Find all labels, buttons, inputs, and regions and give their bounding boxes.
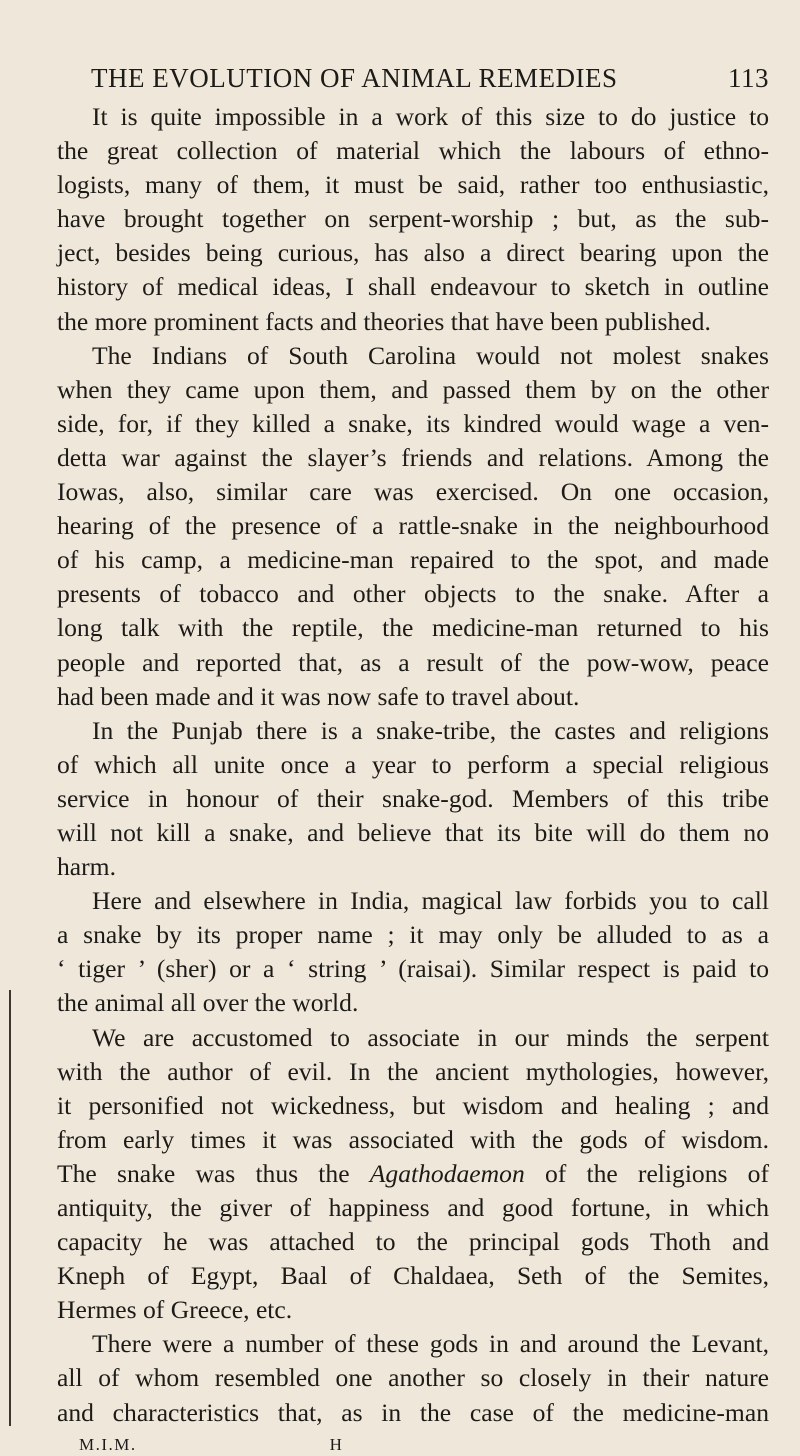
text-line: and characteristics that, as in the case of the medicine-man (57, 1397, 769, 1427)
text-line: people and reported that, as a result of the pow-wow, peace (57, 647, 769, 677)
page-edge-shadow (9, 990, 11, 1426)
text-line: ject, besides being curious, has also a direct bearing upon the (57, 238, 769, 268)
text-line: ‘ tiger ’ (sher) or a ‘ string ’ (raisai). Similar respect is paid to (57, 954, 769, 984)
text-line: Here and elsewhere in India, magical law forbids you to call (92, 886, 769, 916)
running-head (91, 62, 769, 94)
book-page (57, 62, 769, 1456)
text-line: capacity he was attached to the principal gods Thoth and (57, 1227, 769, 1257)
text-line: when they came upon them, and passed them by on the other (57, 374, 769, 404)
text-line: side, for, if they killed a snake, its kindred would wage a ven- (57, 408, 769, 438)
text-line-with-italic (57, 1157, 769, 1191)
running-title: THE EVOLUTION OF ANIMAL REMEDIES (91, 63, 618, 93)
text-line: long talk with the reptile, the medicine-man returned to his (57, 613, 769, 643)
text-line: from early times it was associated with the gods of wisdom. (57, 1124, 769, 1154)
text-segment: The snake was thus the (57, 1158, 370, 1188)
text-line: Hermes of Greece, etc. (57, 1295, 293, 1325)
page-number: 113 (728, 63, 769, 93)
text-line: There were a number of these gods in and around the Levant, (92, 1329, 769, 1359)
text-line: a snake by its proper name ; it may only be alluded to as a (57, 920, 769, 950)
text-line: the great collection of material which the labours of ethno- (57, 136, 769, 166)
paragraph-4 (57, 884, 769, 1020)
page-footer (57, 1434, 769, 1456)
paragraph-2 (57, 339, 769, 714)
text-line: of his camp, a medicine-man repaired to the spot, and made (57, 545, 769, 575)
text-line: of which all unite once a year to perform a special religious (57, 749, 769, 779)
text-line: Kneph of Egypt, Baal of Chaldaea, Seth of the Semites, (57, 1261, 769, 1291)
text-line: Iowas, also, similar care was exercised. On one occasion, (57, 477, 769, 507)
text-line: presents of tobacco and other objects to the snake. After a (57, 579, 769, 609)
text-line: The Indians of South Carolina would not molest snakes (92, 340, 769, 370)
italic-term: Agathodaemon (369, 1158, 525, 1188)
text-line: harm. (57, 852, 116, 882)
text-line: the more prominent facts and theories that have been published. (57, 306, 711, 336)
text-line: have brought together on serpent-worship ; but, as the sub- (57, 204, 769, 234)
text-line: the animal all over the world. (57, 988, 359, 1018)
text-line: antiquity, the giver of happiness and good fortune, in which (57, 1193, 769, 1222)
text-line: detta war against the slayer’s friends and relations. Among the (57, 442, 769, 472)
text-line: logists, many of them, it must be said, rather too enthusiastic, (57, 170, 769, 200)
text-line: We are accustomed to associate in our minds the serpent (92, 1022, 769, 1052)
paragraph-6 (57, 1327, 769, 1429)
paragraph-5 (57, 1021, 769, 1328)
text-line: with the author of evil. In the ancient mythologies, however, (57, 1056, 769, 1086)
text-line: history of medical ideas, I shall endeavour to sketch in outline (57, 272, 769, 302)
text-line: It is quite impossible in a work of this size to do justice to (92, 102, 769, 131)
text-line: had been made and it was now safe to travel about. (57, 681, 580, 711)
signature-letter: H (329, 1434, 344, 1454)
paragraph-3 (57, 714, 769, 884)
text-line: will not kill a snake, and believe that its bite will do them no (57, 817, 769, 847)
text-line: it personified not wickedness, but wisdom and healing ; and (57, 1090, 769, 1120)
text-segment: of the religions of (524, 1158, 769, 1188)
text-line: service in honour of their snake-god. Members of this tribe (57, 783, 769, 813)
paragraph-1 (57, 100, 769, 339)
text-line: In the Punjab there is a snake-tribe, the castes and religions (92, 715, 769, 745)
text-line: hearing of the presence of a rattle-snake in the neighbourhood (57, 511, 769, 541)
signature-mark: M.I.M. (79, 1434, 137, 1454)
text-line: all of whom resembled one another so closely in their nature (57, 1363, 769, 1393)
